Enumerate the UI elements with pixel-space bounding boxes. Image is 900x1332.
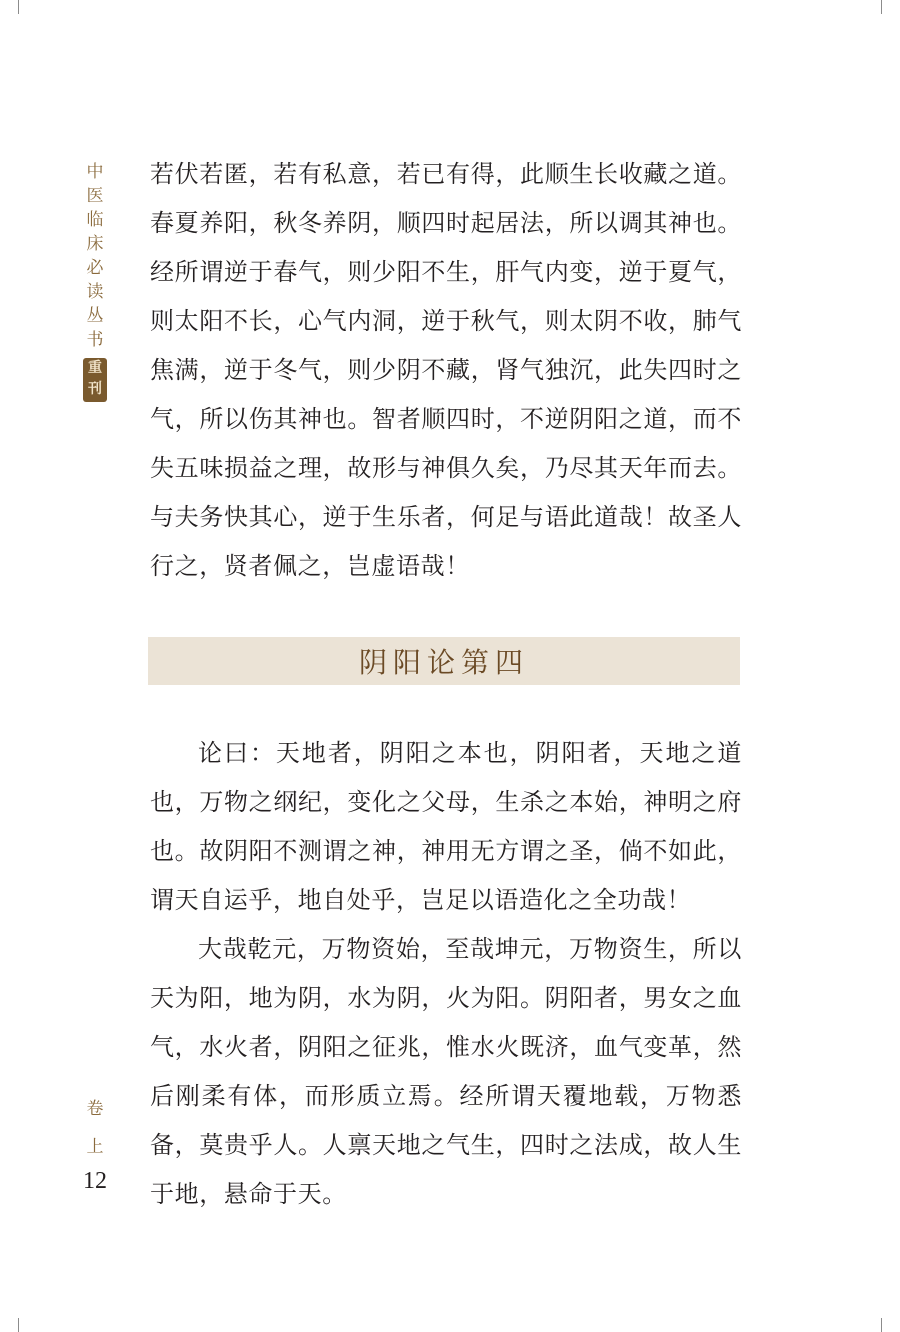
series-char: 书 [86,330,104,350]
series-char: 床 [86,234,104,254]
volume-char: 上 [86,1137,104,1157]
series-char: 丛 [86,306,104,326]
crop-mark-top-right [881,0,882,14]
reprint-seal [83,358,107,402]
crop-mark-bottom-right [881,1318,882,1332]
crop-mark-top-left [18,0,19,14]
section-body [150,729,742,1219]
series-char: 医 [86,186,104,206]
seal-char: 重 [88,360,102,376]
section-heading [148,637,740,685]
body-paragraph: 大哉乾元，万物资始，至哉坤元，万物资生，所以天为阳，地为阴，水为阴，火为阳。阴阳者，男女之血气，水火者，阴阳之征兆，惟水火既济，血气变革，然后刚柔有体，而形质立焉。经所谓天覆地载，万物悉备，莫贵乎人。人禀天地之气生，四时之法成，故人生于地，悬命于天。 [150,935,742,1208]
volume-label-vertical [80,1090,110,1166]
intro-paragraph: 若伏若匿，若有私意，若已有得，此顺生长收藏之道。春夏养阳，秋冬养阴，顺四时起居法，所以调其神也。经所谓逆于春气，则少阳不生，肝气内变，逆于夏气，则太阳不长，心气内洞，逆于秋气，则太阴不收，肺气焦满，逆于冬气，则少阴不藏，肾气独沉，此失四时之气，所以伤其神也。智者顺四时，不逆阴阳之道，而不失五味损益之理，故形与神俱久矣，乃尽其天年而去。与夫务快其心，逆于生乐者，何足与语此道哉！故圣人行之，贤者佩之，岂虚语哉！ [150,160,742,580]
series-char: 中 [86,162,104,182]
series-char: 临 [86,210,104,230]
crop-mark-bottom-left [18,1318,19,1332]
volume-char: 卷 [86,1099,104,1119]
section-title: 阴阳论第四 [358,646,529,679]
body-paragraph: 论曰：天地者，阴阳之本也，阴阳者，天地之道也，万物之纲纪，变化之父母，生杀之本始，神明之府也。故阴阳不测谓之神，神用无方谓之圣，倘不如此，谓天自运乎，地自处乎，岂足以语造化之全功哉！ [150,739,742,914]
series-title-vertical [80,160,110,402]
series-char: 必 [86,258,104,278]
seal-char: 刊 [88,381,102,397]
page-number: 12 [83,1168,107,1194]
intro-text-block [150,150,742,591]
series-char: 读 [86,282,104,302]
